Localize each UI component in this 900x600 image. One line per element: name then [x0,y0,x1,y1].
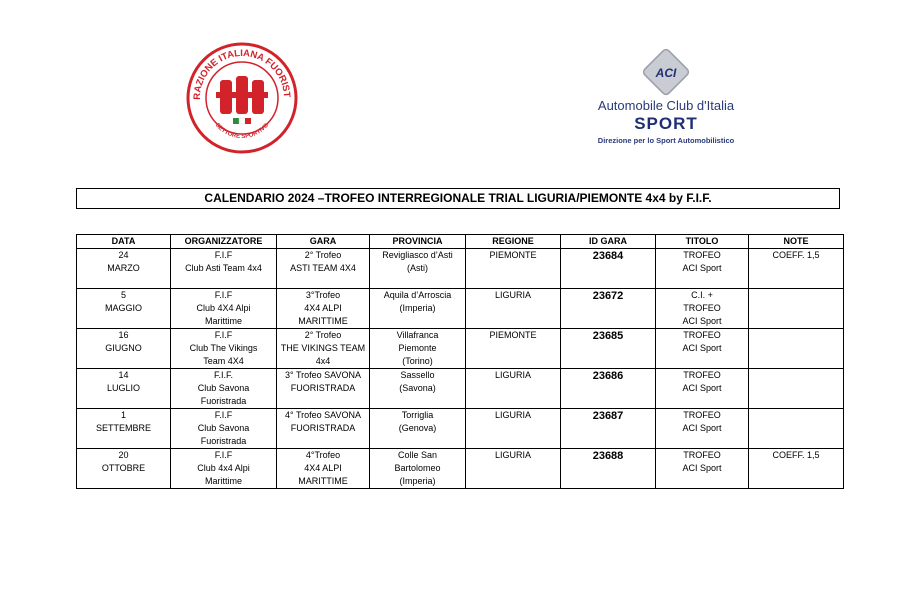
table-row [77,369,844,409]
fif-logo-text-top: RAZIONE ITALIANA FUORIST [191,47,293,100]
cell-note [749,289,844,329]
cell-gara: 2° Trofeo THE VIKINGS TEAM 4x4 [277,329,370,369]
cell-id-gara: 23688 [561,449,656,489]
header-provincia: PROVINCIA [370,235,466,249]
aci-sport-word: SPORT [634,114,698,133]
cell-gara: 3° Trofeo SAVONA FUORISTRADA [277,369,370,409]
table-row [77,289,844,329]
fif-logo [186,42,298,154]
table-row [77,249,844,289]
header-titolo: TITOLO [656,235,749,249]
cell-regione: LIGURIA [466,369,561,409]
cell-organizzatore: F.I.F Club Asti Team 4x4 [171,249,277,289]
cell-id-gara: 23686 [561,369,656,409]
cell-note [749,409,844,449]
cell-provincia: Aquila d’Arroscia (Imperia) [370,289,466,329]
table-row [77,329,844,369]
cell-regione: LIGURIA [466,409,561,449]
cell-titolo: TROFEO ACI Sport [656,409,749,449]
cell-id-gara: 23684 [561,249,656,289]
cell-organizzatore: F.I.F Club 4x4 Alpi Marittime [171,449,277,489]
cell-provincia: Sassello (Savona) [370,369,466,409]
cell-provincia: Torriglia (Genova) [370,409,466,449]
header-id-gara: ID GARA [561,235,656,249]
cell-data: 14 LUGLIO [77,369,171,409]
cell-data: 1 SETTEMBRE [77,409,171,449]
cell-data: 20 OTTOBRE [77,449,171,489]
cell-provincia: Colle San Bartolomeo (Imperia) [370,449,466,489]
header-gara: GARA [277,235,370,249]
cell-id-gara: 23672 [561,289,656,329]
cell-organizzatore: F.I.F Club 4X4 Alpi Marittime [171,289,277,329]
cell-provincia: Revigliasco d’Asti (Asti) [370,249,466,289]
cell-data: 24 MARZO [77,249,171,289]
aci-subtitle: Direzione per lo Sport Automobilistico [597,136,735,145]
aci-badge-text: ACI [655,66,677,80]
aci-name: Automobile Club d'Italia [597,98,735,113]
header-note: NOTE [749,235,844,249]
cell-titolo: TROFEO ACI Sport [656,449,749,489]
cell-organizzatore: F.I.F Club Savona Fuoristrada [171,409,277,449]
fif-logo-text-bottom: SETTORE SPORTIVO [213,122,271,141]
table-row [77,449,844,489]
page-title: CALENDARIO 2024 –TROFEO INTERREGIONALE TRIAL LIGURIA/PIEMONTE 4x4 by F.I.F. [76,188,840,209]
cell-titolo: TROFEO ACI Sport [656,329,749,369]
calendar-table [76,234,844,489]
cell-titolo: TROFEO ACI Sport [656,369,749,409]
cell-regione: LIGURIA [466,289,561,329]
cell-provincia: Villafranca Piemonte (Torino) [370,329,466,369]
cell-data: 16 GIUGNO [77,329,171,369]
cell-gara: 4°Trofeo 4X4 ALPI MARITTIME [277,449,370,489]
cell-regione: LIGURIA [466,449,561,489]
cell-organizzatore: F.I.F. Club Savona Fuoristrada [171,369,277,409]
aci-sport-logo [596,46,736,150]
cell-titolo: C.I. + TROFEO ACI Sport [656,289,749,329]
cell-organizzatore: F.I.F Club The Vikings Team 4X4 [171,329,277,369]
cell-gara: 4° Trofeo SAVONA FUORISTRADA [277,409,370,449]
cell-regione: PIEMONTE [466,249,561,289]
cell-gara: 3°Trofeo 4X4 ALPI MARITTIME [277,289,370,329]
table-header-row [77,235,844,249]
table-row [77,409,844,449]
cell-id-gara: 23687 [561,409,656,449]
cell-titolo: TROFEO ACI Sport [656,249,749,289]
cell-regione: PIEMONTE [466,329,561,369]
cell-note [749,369,844,409]
cell-note [749,329,844,369]
cell-note: COEFF. 1,5 [749,249,844,289]
cell-id-gara: 23685 [561,329,656,369]
header-regione: REGIONE [466,235,561,249]
header-organizzatore: ORGANIZZATORE [171,235,277,249]
cell-gara: 2° Trofeo ASTI TEAM 4X4 [277,249,370,289]
cell-note: COEFF. 1,5 [749,449,844,489]
cell-data: 5 MAGGIO [77,289,171,329]
header-data: DATA [77,235,171,249]
